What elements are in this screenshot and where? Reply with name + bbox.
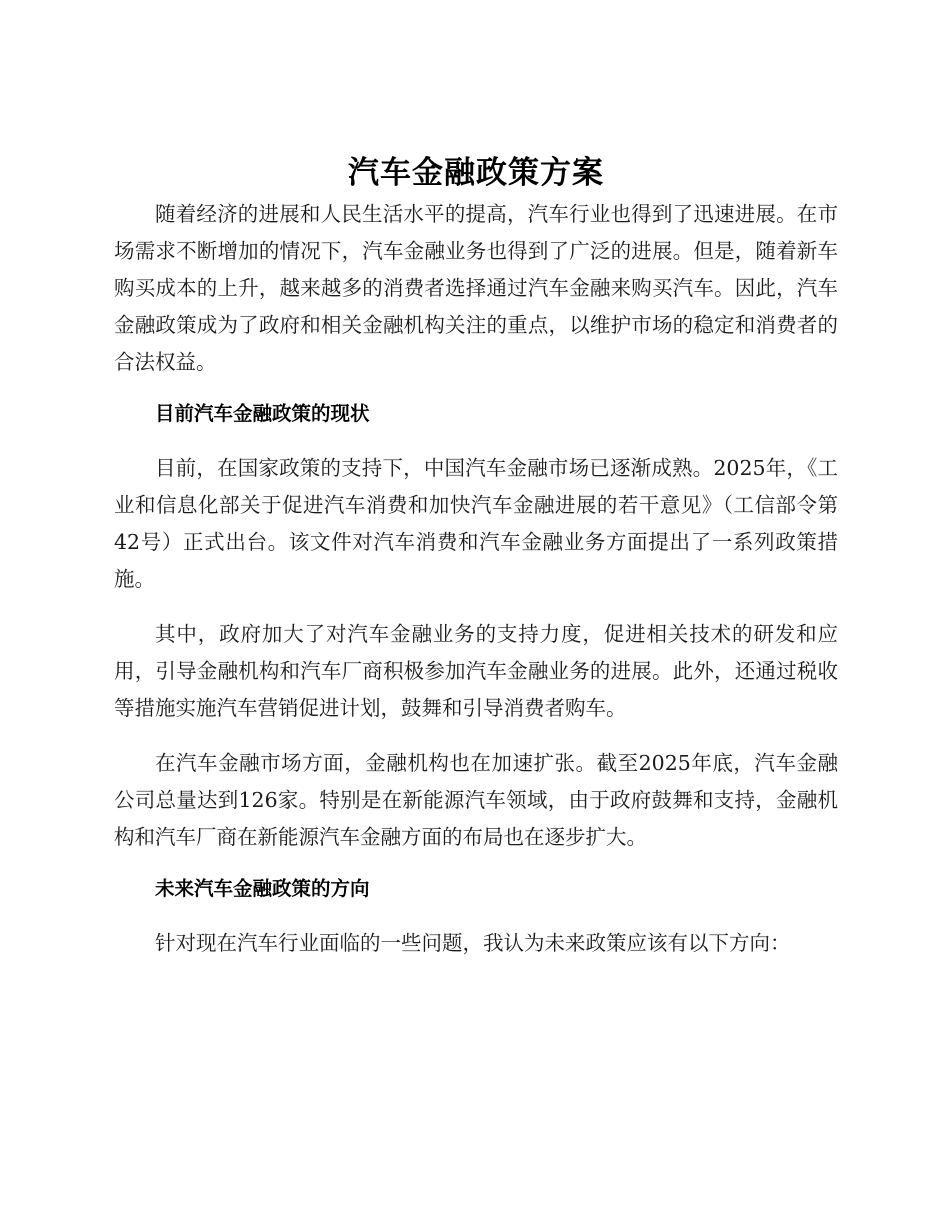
section-heading-current-status: 目前汽车金融政策的现状 xyxy=(155,402,370,425)
intro-paragraph: 随着经济的进展和人民生活水平的提高，汽车行业也得到了迅速进展。在市场需求不断增加的情况下，汽车金融业务也得到了广泛的进展。但是，随着新车购买成本的上升，越来越多的消费者选择通过汽车金融来购买汽车。因此，汽车金融政策成为了政府和相关金融机构关注的重点，以维护市场的稳定和消费者的合法权益。 xyxy=(114,202,838,374)
paragraph-government-support: 其中，政府加大了对汽车金融业务的支持力度，促进相关技术的研发和应用，引导金融机构和汽车厂商积极参加汽车金融业务的进展。此外，还通过税收等措施实施汽车营销促进计划，鼓舞和引导消费者购车。 xyxy=(114,622,838,720)
paragraph-market-expansion: 在汽车金融市场方面，金融机构也在加速扩张。截至2025年底，汽车金融公司总量达到126家。特别是在新能源汽车领域，由于政府鼓舞和支持，金融机构和汽车厂商在新能源汽车金融方面的布局也在逐步扩大。 xyxy=(114,751,838,849)
paragraph-policy-background: 目前，在国家政策的支持下，中国汽车金融市场已逐渐成熟。2025年，《工业和信息化部关于促进汽车消费和加快汽车金融进展的若干意见》（工信部令第42号）正式出台。该文件对汽车消费和汽车金融业务方面提出了一系列政策措施。 xyxy=(114,456,838,591)
section-heading-future-direction: 未来汽车金融政策的方向 xyxy=(155,877,370,900)
document-body xyxy=(114,150,838,980)
document-title: 汽车金融政策方案 xyxy=(348,155,604,191)
paragraph-future-intro: 针对现在汽车行业面临的一些问题，我认为未来政策应该有以下方向： xyxy=(155,931,791,955)
